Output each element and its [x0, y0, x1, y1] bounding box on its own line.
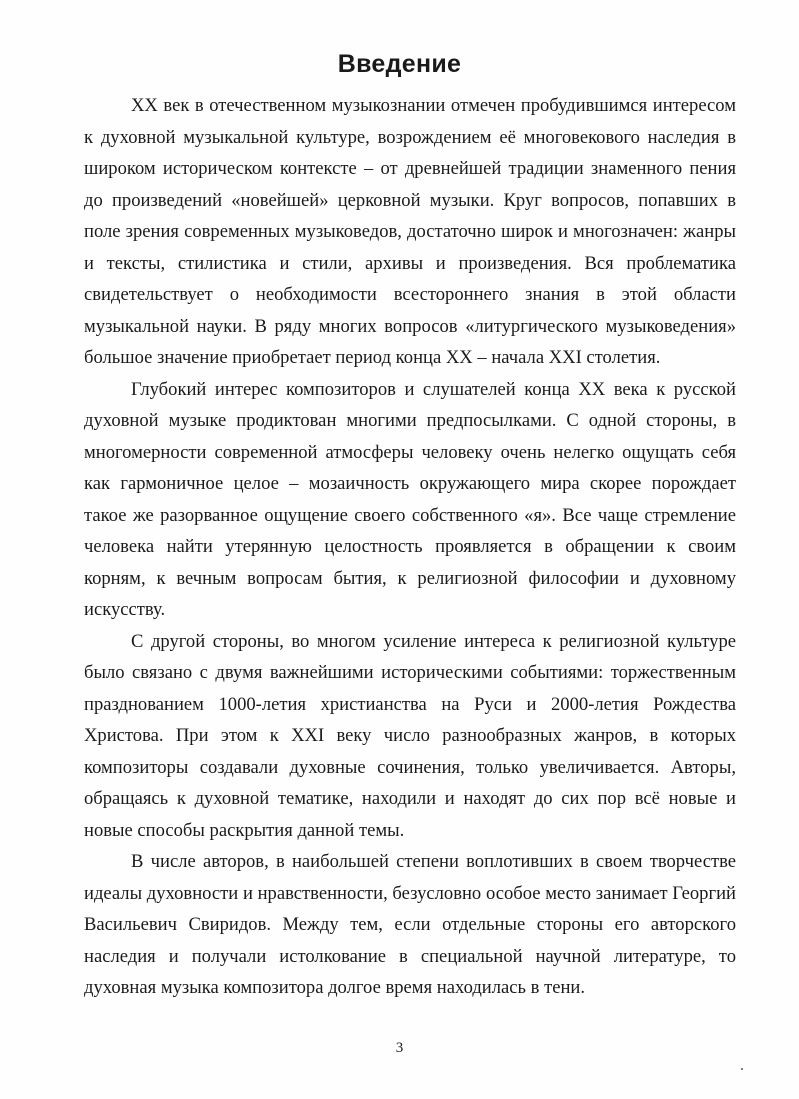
- document-body: [84, 90, 736, 1004]
- paragraph-3: С другой стороны, во многом усиление интереса к религиозной культуре было связано с двумя важнейшими историческими событиями: торжественным празднованием 1000-летия христианства на Руси и 2000-летия Рождества Христова. При этом к XXI веку число разнообразных жанров, в которых композиторы создавали духовные сочинения, только увеличивается. Авторы, обращаясь к духовной тематике, находили и находят до сих пор всё новые и новые способы раскрытия данной темы.: [84, 630, 736, 841]
- paragraph-4: В числе авторов, в наибольшей степени воплотивших в своем творчестве идеалы духовности и нравственности, безусловно особое место занимает Георгий Васильевич Свиридов. Между тем, если отдельные стороны его авторского наследия и получали истолкование в специальной научной литературе, то духовная музыка композитора долгое время находилась в тени.: [84, 851, 736, 998]
- paragraph-2: Глубокий интерес композиторов и слушателей конца XX века к русской духовной музыке продиктован многими предпосылками. С одной стороны, в многомерности современной атмосферы человеку очень нелегко ощущать себя как гармоничное целое – мозаичность окружающего мира скорее порождает такое же разорванное ощущение своего собственного «я». Все чаще стремление человека найти утерянную целостность проявляется в обращении к своим корням, к вечным вопросам бытия, к религиозной философии и духовному искусству.: [84, 378, 736, 620]
- page-title: Введение: [337, 50, 462, 78]
- page-number: 3: [395, 1040, 404, 1056]
- paragraph-1: XX век в отечественном музыкознании отмечен пробудившимся интересом к духовной музыкальной культуре, возрождением её многовекового наследия в широком историческом контексте – от древнейшей традиции знаменного пения до произведений «новейшей» церковной музыки. Круг вопросов, попавших в поле зрения современных музыковедов, достаточно широк и многозначен: жанры и тексты, стилистика и стили, архивы и произведения. Вся проблематика свидетельствует о необходимости всестороннего знания в этой области музыкальной науки. В ряду многих вопросов «литургического музыковедения» большое значение приобретает период конца XX – начала XXI столетия.: [84, 95, 736, 368]
- scan-speck: [741, 1068, 743, 1070]
